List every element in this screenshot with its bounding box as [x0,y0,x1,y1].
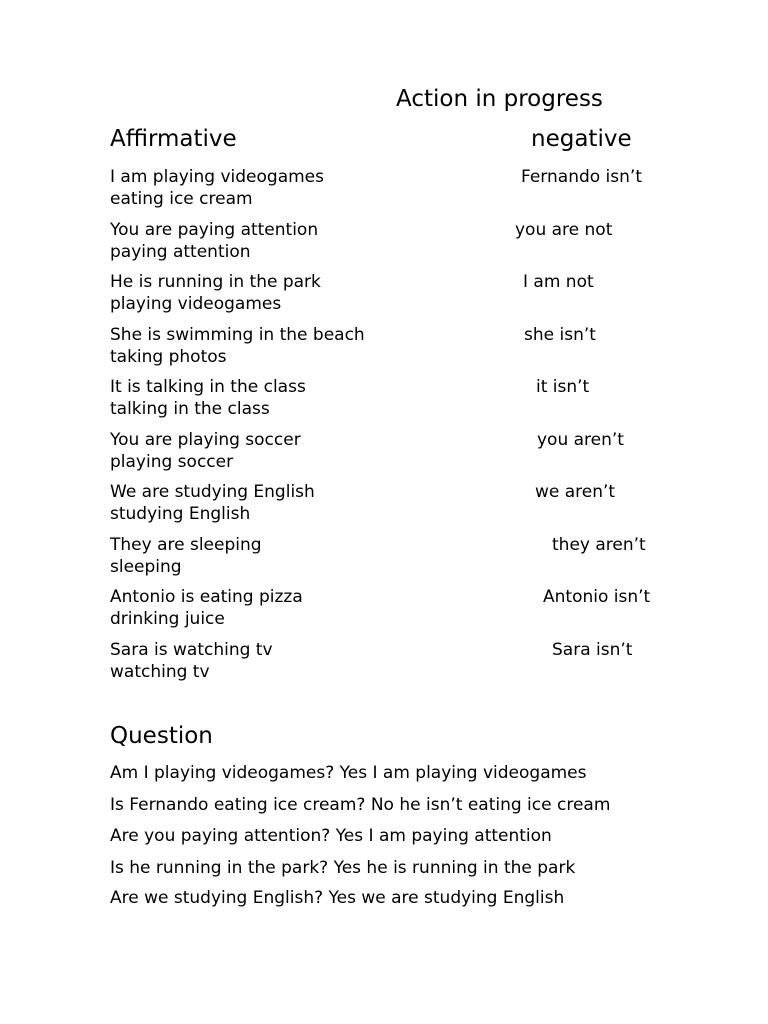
negative-sentence-continuation: eating ice cream [110,189,253,209]
negative-sentence-continuation: taking photos [110,347,227,367]
question-line: Is Fernando eating ice cream? No he isn’t eating ice cream [110,795,611,815]
affirmative-sentence: He is running in the park [110,272,321,292]
affirmative-sentence: They are sleeping [110,535,262,555]
negative-sentence: you aren’t [537,430,624,450]
affirmative-sentence: Sara is watching tv [110,640,273,660]
affirmative-sentence: You are playing soccer [110,430,301,450]
question-line: Am I playing videogames? Yes I am playing videogames [110,763,587,783]
negative-sentence: we aren’t [535,482,616,502]
negative-sentence-continuation: playing soccer [110,452,234,472]
negative-sentence: they aren’t [552,535,646,555]
negative-sentence-continuation: playing videogames [110,294,282,314]
sentence-row [110,534,710,578]
negative-sentence: Fernando isn’t [521,167,642,187]
negative-sentence: Sara isn’t [552,640,633,660]
sentence-row [110,639,710,683]
affirmative-sentence: I am playing videogames [110,167,325,187]
sentence-row [110,271,710,315]
negative-sentence-continuation: talking in the class [110,399,270,419]
sentence-row [110,481,710,525]
question-heading: Question [110,723,213,749]
question-line: Are we studying English? Yes we are studying English [110,888,565,908]
affirmative-sentence: It is talking in the class [110,377,306,397]
negative-heading: negative [531,126,632,152]
negative-sentence-continuation: paying attention [110,242,251,262]
sentence-row [110,324,710,368]
negative-sentence: you are not [515,220,613,240]
negative-sentence: it isn’t [536,377,590,397]
sentence-row [110,429,710,473]
negative-sentence: Antonio isn’t [543,587,651,607]
sentence-row [110,586,710,630]
affirmative-sentence: You are paying attention [110,220,319,240]
negative-sentence-continuation: studying English [110,504,251,524]
affirmative-sentence: We are studying English [110,482,315,502]
negative-sentence: she isn’t [524,325,596,345]
sentence-row [110,166,710,210]
negative-sentence: I am not [523,272,594,292]
negative-sentence-continuation: watching tv [110,662,210,682]
negative-sentence-continuation: sleeping [110,557,182,577]
affirmative-sentence: Antonio is eating pizza [110,587,303,607]
sentence-row [110,376,710,420]
question-line: Is he running in the park? Yes he is running in the park [110,858,576,878]
sentence-row [110,219,710,263]
question-line: Are you paying attention? Yes I am paying attention [110,826,552,846]
affirmative-heading: Affirmative [110,126,237,152]
affirmative-sentence: She is swimming in the beach [110,325,365,345]
negative-sentence-continuation: drinking juice [110,609,225,629]
document-title: Action in progress [396,86,603,112]
